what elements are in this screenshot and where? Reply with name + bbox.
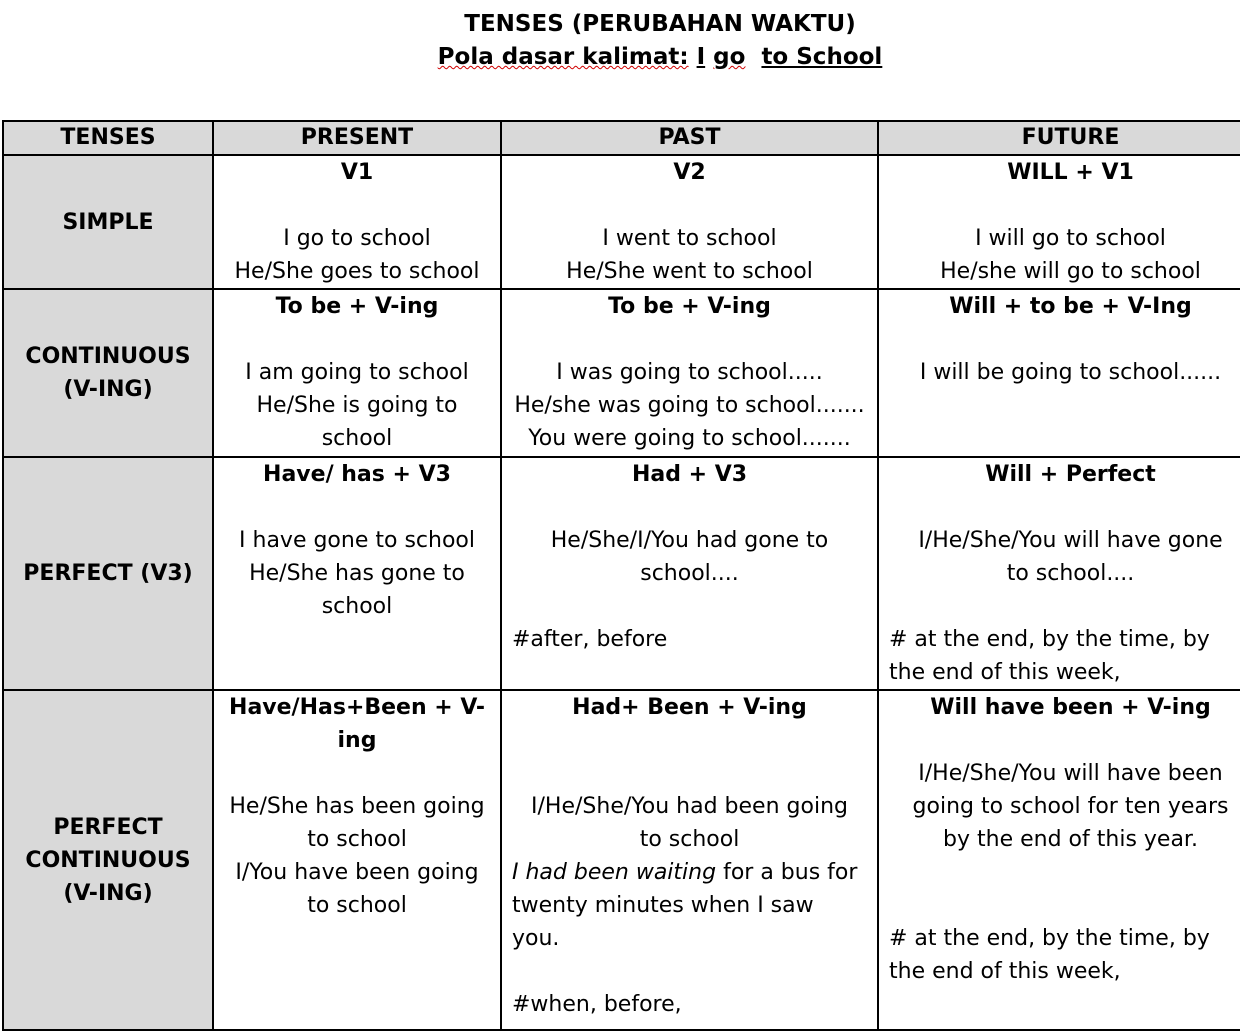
formula: Will have been + V-ing — [930, 695, 1211, 720]
subtitle-word-i: I — [696, 44, 706, 70]
example-line: I/He/She/You will have been — [918, 761, 1223, 786]
example-line: school — [321, 594, 393, 619]
example-line: to school.... — [1006, 561, 1135, 586]
formula: V1 — [340, 160, 374, 185]
time-signal-note: #after, before — [512, 627, 668, 652]
example-line: He/She goes to school — [234, 259, 480, 284]
document-title: TENSES (PERUBAHAN WAKTU) — [464, 11, 856, 37]
row-perfect-continuous — [3, 690, 1240, 1030]
rowhead-simple: SIMPLE — [3, 155, 213, 289]
rowhead-continuous: CONTINUOUS (V-ING) — [3, 289, 213, 457]
subtitle-prefix: Pola dasar kalimat: — [437, 44, 689, 70]
cell-perfect-continuous-future — [878, 690, 1240, 1030]
example-line: He/She has gone to — [249, 561, 465, 586]
header-past: PAST — [501, 121, 878, 155]
example-line: I go to school — [283, 226, 431, 251]
cell-perfect-continuous-past — [501, 690, 878, 1030]
row-simple — [3, 155, 1240, 289]
example-line: I went to school — [602, 226, 777, 251]
formula: Have/ has + V3 — [263, 462, 451, 487]
example-line: He/She went to school — [566, 259, 813, 284]
header-tenses: TENSES — [3, 121, 213, 155]
header-row — [3, 121, 1240, 155]
example-line: I was going to school..... — [556, 360, 823, 385]
example-line: You were going to school....... — [528, 426, 851, 451]
document-subtitle — [0, 41, 1240, 73]
cell-continuous-past — [501, 289, 878, 457]
formula: To be + V-ing — [608, 294, 771, 319]
example-line: going to school for ten years — [912, 794, 1229, 819]
row-perfect — [3, 457, 1240, 690]
example-line: to school — [307, 827, 407, 852]
example-line: by the end of this year. — [943, 827, 1198, 852]
cell-continuous-present — [213, 289, 501, 457]
example-line: I will be going to school...... — [919, 360, 1222, 385]
rowhead-perfect: PERFECT (V3) — [3, 457, 213, 690]
cell-perfect-future — [878, 457, 1240, 690]
formula: To be + V-ing — [275, 294, 439, 319]
example-line: He/she was going to school....... — [514, 393, 865, 418]
tenses-table — [2, 120, 1240, 1031]
formula: V2 — [673, 160, 706, 185]
example-sentence-rest: for a bus for twenty minutes when I saw you. — [512, 860, 858, 951]
example-line: to school — [639, 827, 740, 852]
cell-perfect-continuous-present — [213, 690, 501, 1030]
header-present: PRESENT — [213, 121, 501, 155]
example-line: He/She has been going — [229, 794, 485, 819]
example-line: He/She is going to — [256, 393, 458, 418]
example-line: school — [321, 426, 393, 451]
cell-perfect-past — [501, 457, 878, 690]
example-line: He/She/I/You had gone to — [550, 528, 829, 553]
example-sentence-italic: I had been waiting — [512, 860, 717, 885]
time-signal-note: #when, before, — [512, 992, 682, 1017]
cell-perfect-present — [213, 457, 501, 690]
rowhead-perfect-continuous: PERFECT CONTINUOUS (V-ING) — [3, 690, 213, 1030]
cell-simple-future — [878, 155, 1240, 289]
formula: Will + to be + V-Ing — [949, 294, 1192, 319]
time-signal-note: # at the end, by the time, by the end of this week, — [889, 926, 1210, 984]
example-line: I am going to school — [245, 360, 469, 385]
time-signal-note: # at the end, by the time, by the end of this week, — [889, 627, 1210, 685]
cell-simple-past — [501, 155, 878, 289]
header-future: FUTURE — [878, 121, 1240, 155]
formula: Will + Perfect — [985, 462, 1156, 487]
example-line: I/He/She/You will have gone — [918, 528, 1223, 553]
cell-continuous-future — [878, 289, 1240, 457]
row-continuous — [3, 289, 1240, 457]
subtitle-word-go: go — [713, 44, 746, 70]
example-line: school.... — [640, 561, 739, 586]
example-sentence — [512, 856, 867, 955]
example-line: He/she will go to school — [940, 259, 1201, 284]
example-line: I will go to school — [975, 226, 1166, 251]
formula: Had+ Been + V-ing — [572, 695, 807, 720]
formula: WILL + V1 — [1007, 160, 1134, 185]
example-line: I have gone to school — [239, 528, 475, 553]
example-line: I/You have been going — [235, 860, 479, 885]
formula: Have/Has+Been + V-ing — [229, 695, 485, 753]
example-line: I/He/She/You had been going — [531, 794, 848, 819]
formula: Had + V3 — [631, 462, 748, 487]
example-line: to school — [307, 893, 407, 918]
subtitle-word-school: to School — [761, 44, 883, 70]
cell-simple-present — [213, 155, 501, 289]
